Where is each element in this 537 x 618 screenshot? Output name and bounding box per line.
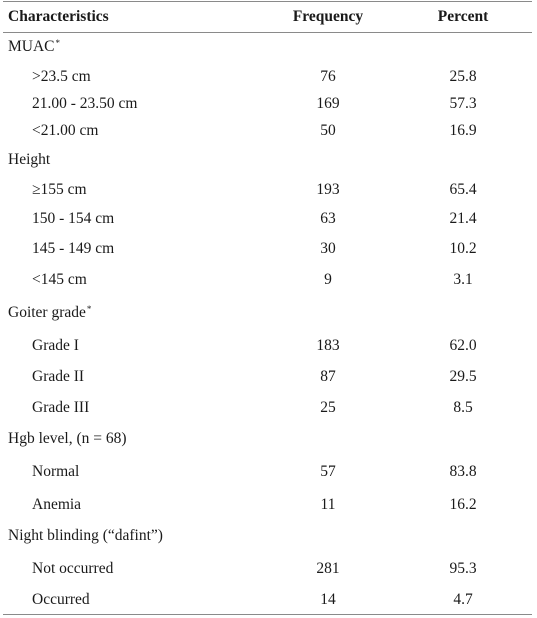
section-title-row <box>0 32 537 62</box>
section-title: Night blinding (“dafint”) <box>8 527 163 544</box>
section-title: Height <box>8 151 51 168</box>
footnote-marker: * <box>86 304 92 314</box>
row-frequency: 63 <box>320 210 336 227</box>
row-percent: 16.2 <box>449 496 477 513</box>
table-header-row <box>0 2 537 32</box>
row-percent: 8.5 <box>453 399 473 416</box>
row-frequency: 281 <box>316 560 340 577</box>
row-label: 150 - 154 cm <box>32 210 115 227</box>
row-label: Grade I <box>32 337 79 354</box>
section-title-row <box>0 145 537 175</box>
table-row <box>0 393 537 423</box>
header-percent: Percent <box>437 8 489 25</box>
row-frequency: 193 <box>316 181 340 198</box>
row-frequency: 25 <box>320 399 336 416</box>
row-frequency: 14 <box>320 591 336 608</box>
row-percent: 57.3 <box>449 95 477 112</box>
row-percent: 21.4 <box>449 210 477 227</box>
row-label: 145 - 149 cm <box>32 240 115 257</box>
row-percent: 83.8 <box>449 463 477 480</box>
row-percent: 29.5 <box>449 368 477 385</box>
section-title: MUAC* <box>8 38 61 55</box>
row-label: <145 cm <box>32 271 87 288</box>
row-percent: 16.9 <box>449 122 477 139</box>
row-percent: 25.8 <box>449 68 477 85</box>
row-percent: 65.4 <box>449 181 477 198</box>
row-frequency: 183 <box>316 337 340 354</box>
section-title-row <box>0 521 537 551</box>
row-percent: 10.2 <box>449 240 477 257</box>
row-percent: 95.3 <box>449 560 477 577</box>
row-frequency: 30 <box>320 240 336 257</box>
table-row <box>0 457 537 487</box>
row-frequency: 87 <box>320 368 336 385</box>
table-row <box>0 490 537 520</box>
table-row <box>0 585 537 615</box>
row-frequency: 76 <box>320 68 336 85</box>
row-frequency: 11 <box>320 496 336 513</box>
table-row <box>0 116 537 146</box>
section-title-row <box>0 424 537 454</box>
row-label: Not occurred <box>32 560 114 577</box>
footnote-marker: * <box>55 38 61 48</box>
table-row <box>0 175 537 205</box>
row-label: Grade III <box>32 399 90 416</box>
table-row <box>0 234 537 264</box>
row-label: Anemia <box>32 496 82 513</box>
table-row <box>0 62 537 92</box>
row-label: >23.5 cm <box>32 68 91 85</box>
row-label: Normal <box>32 463 80 480</box>
table-row <box>0 331 537 361</box>
bottom-rule <box>3 614 532 615</box>
row-label: Grade II <box>32 368 85 385</box>
row-frequency: 9 <box>324 271 332 288</box>
table-row <box>0 554 537 584</box>
row-frequency: 57 <box>320 463 336 480</box>
header-characteristics: Characteristics <box>8 8 109 25</box>
row-label: <21.00 cm <box>32 122 99 139</box>
row-label: ≥155 cm <box>32 181 87 198</box>
row-percent: 4.7 <box>453 591 473 608</box>
row-frequency: 169 <box>316 95 340 112</box>
table-row <box>0 204 537 234</box>
section-title: Goiter grade* <box>8 304 92 321</box>
table-row <box>0 89 537 119</box>
header-frequency: Frequency <box>292 8 364 25</box>
section-title: Hgb level, (n = 68) <box>8 430 127 447</box>
table-row <box>0 362 537 392</box>
row-percent: 3.1 <box>453 271 473 288</box>
row-label: Occurred <box>32 591 90 608</box>
table-row <box>0 265 537 295</box>
row-frequency: 50 <box>320 122 336 139</box>
section-title-row <box>0 298 537 328</box>
row-label: 21.00 - 23.50 cm <box>32 95 138 112</box>
row-percent: 62.0 <box>449 337 477 354</box>
